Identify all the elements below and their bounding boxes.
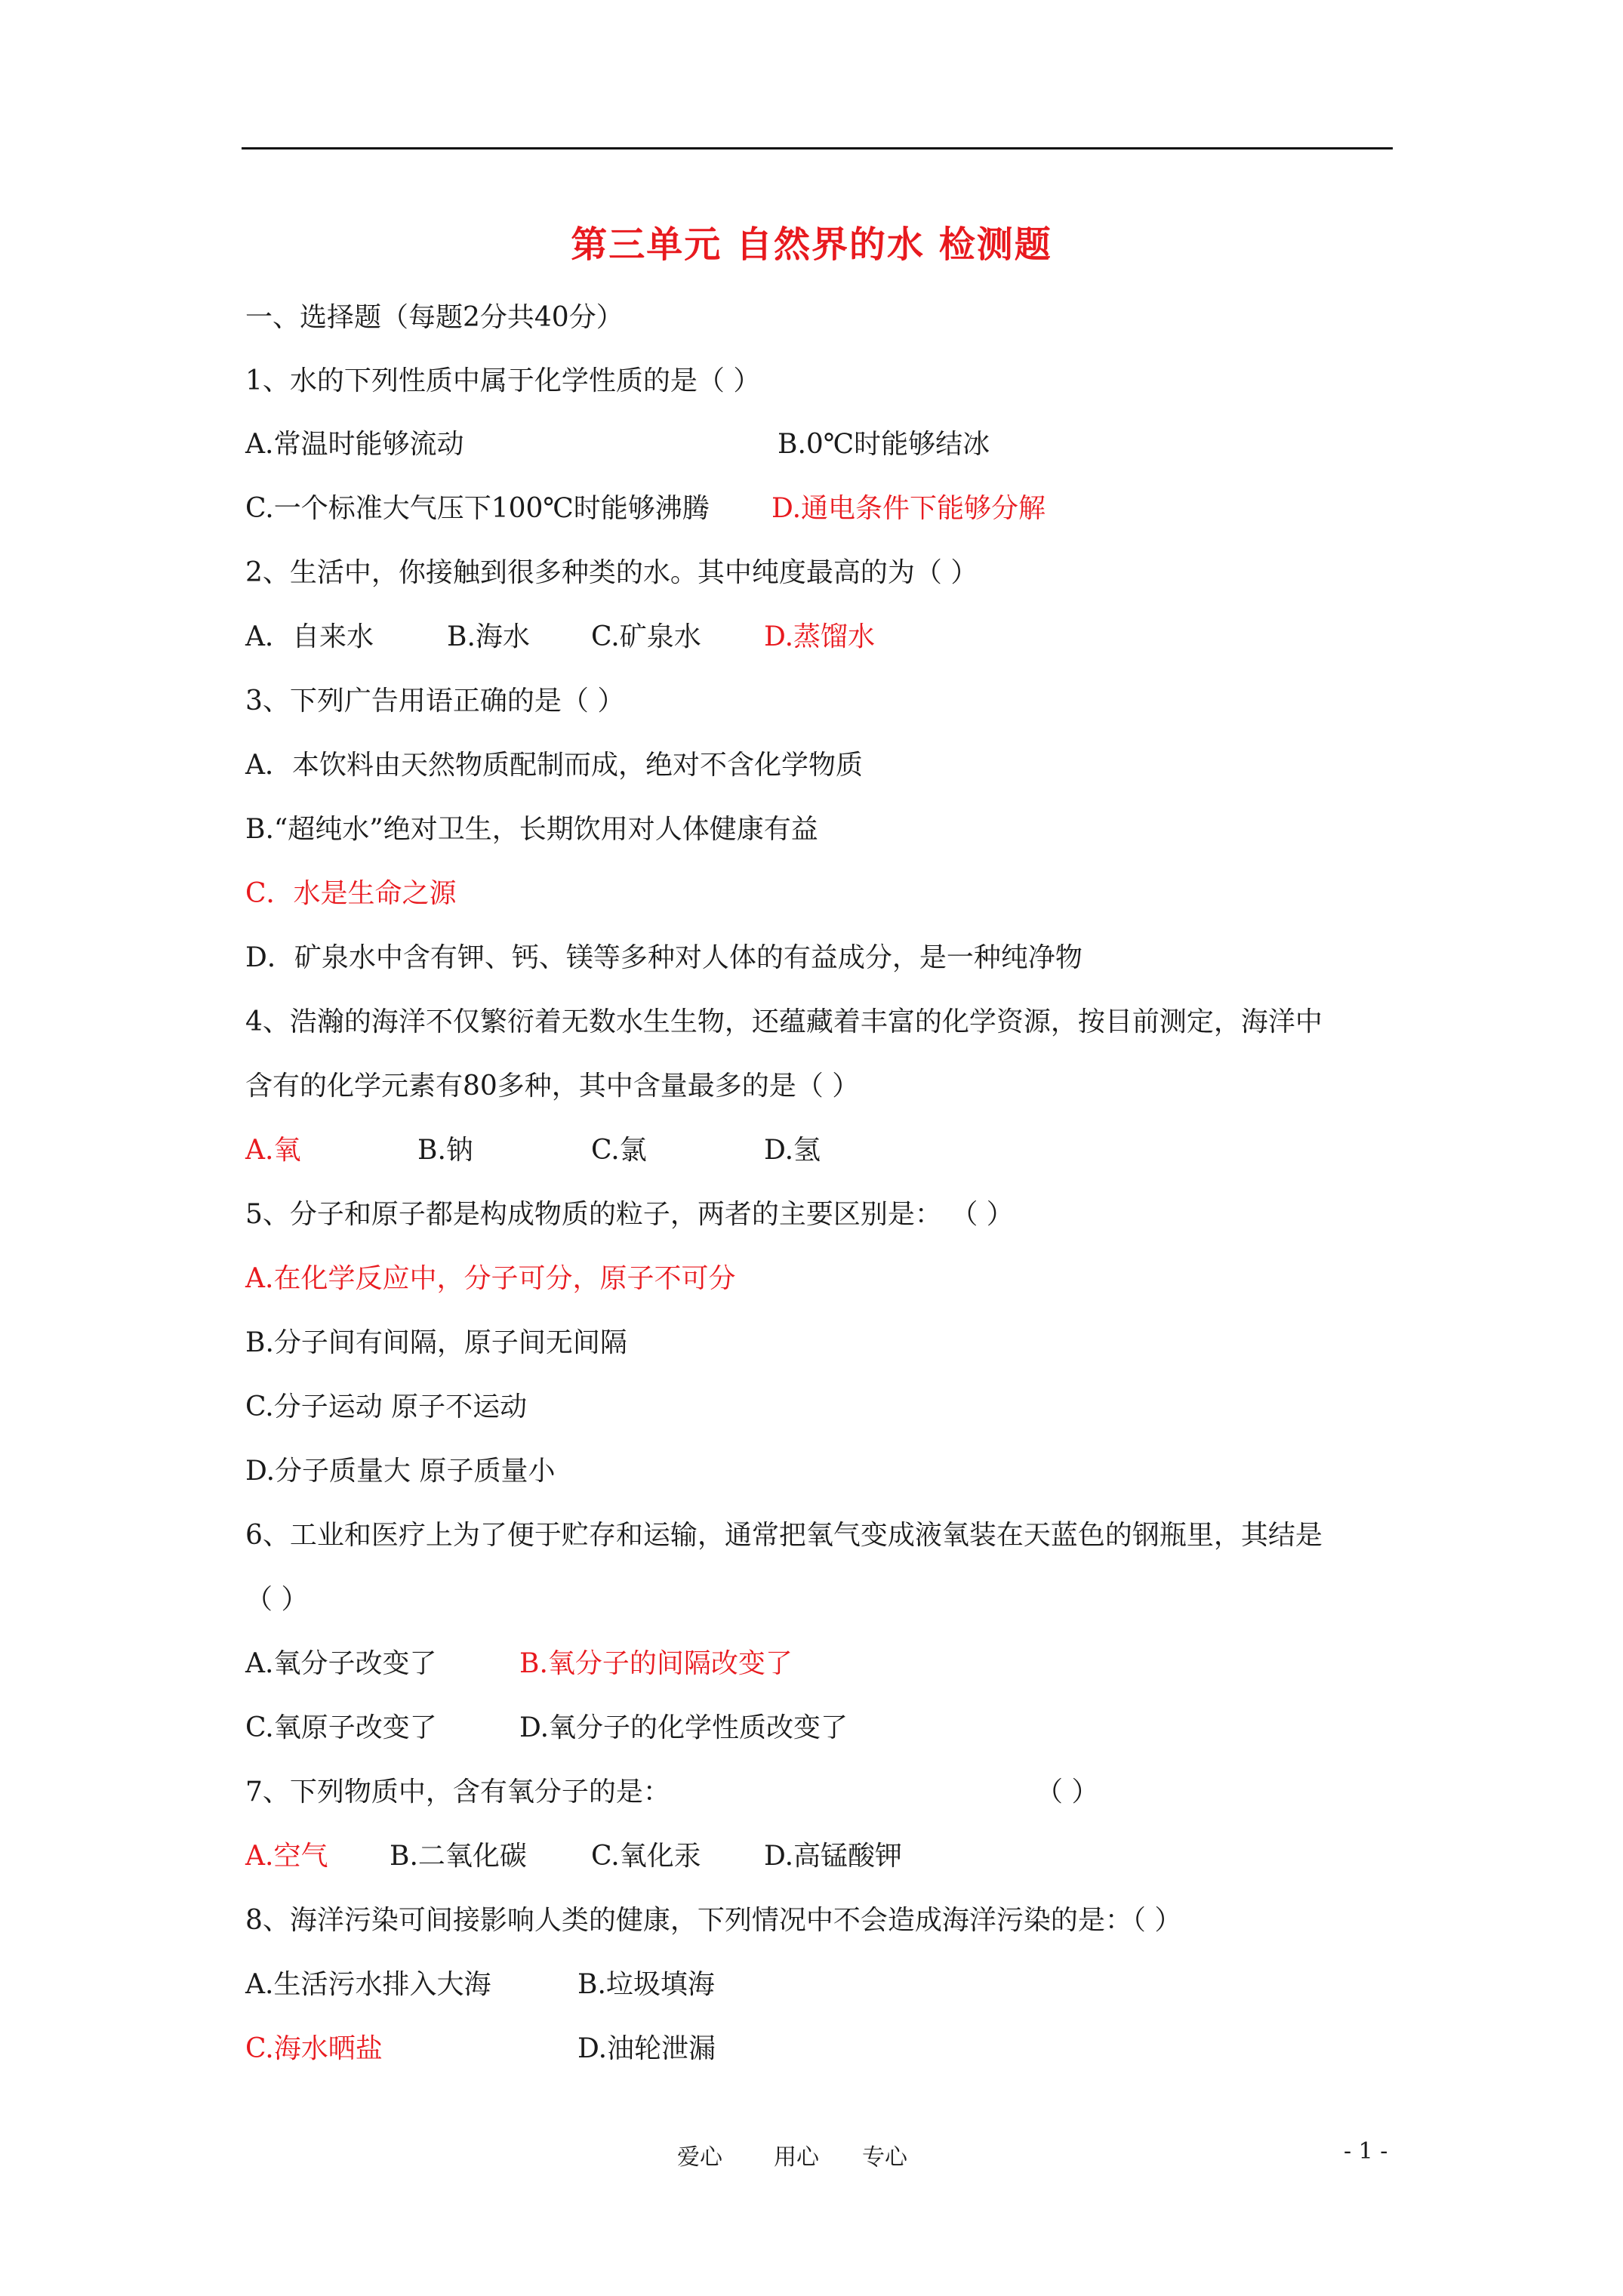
q6-stem-line1: 6、工业和医疗上为了便于贮存和运输，通常把氧气变成液氧装在天蓝色的钢瓶里，其结是 (245, 1520, 1323, 1551)
footer-text-right: 专心 (862, 2144, 907, 2171)
section-heading: 一、选择题（每题2分共40分） (245, 302, 624, 333)
q2-option-c: C.矿泉水 (591, 621, 701, 652)
q5-option-b: B.分子间有间隔，原子间无间隔 (245, 1327, 627, 1358)
q1-option-c: C.一个标准大气压下100℃时能够沸腾 (245, 493, 710, 524)
q4-stem-line1: 4、浩瀚的海洋不仅繁衍着无数水生生物，还蕴藏着丰富的化学资源，按目前测定，海洋中 (245, 1006, 1323, 1037)
q3-option-a: A．本饮料由天然物质配制而成，绝对不含化学物质 (245, 750, 863, 781)
q6-option-c: C.氧原子改变了 (245, 1712, 437, 1743)
footer-text-middle: 用心 (774, 2144, 819, 2171)
q6-option-a: A.氧分子改变了 (245, 1648, 437, 1679)
header-rule (242, 147, 1393, 149)
q7-answer-parens: （ ） (1036, 1777, 1099, 1808)
q8-option-a: A.生活污水排入大海 (245, 1969, 491, 2000)
q1-option-b: B.0℃时能够结冰 (778, 429, 990, 460)
q7-option-c: C.氧化汞 (591, 1841, 701, 1872)
q3-option-d: D．矿泉水中含有钾、钙、镁等多种对人体的有益成分，是一种纯净物 (245, 942, 1083, 973)
q1-option-d-answer: D.通电条件下能够分解 (771, 493, 1046, 524)
q5-option-d: D.分子质量大 原子质量小 (245, 1456, 556, 1487)
q3-option-c-answer: C．水是生命之源 (245, 878, 457, 909)
q5-stem: 5、分子和原子都是构成物质的粒子，两者的主要区别是： （ ） (245, 1199, 1014, 1230)
q2-stem: 2、生活中，你接触到很多种类的水。其中纯度最高的为（ ） (245, 557, 978, 588)
footer-text-left: 爱心 (677, 2144, 722, 2171)
q7-option-d: D.高锰酸钾 (764, 1841, 903, 1872)
q6-option-b-answer: B.氧分子的间隔改变了 (519, 1648, 793, 1679)
q4-option-b: B.钠 (417, 1135, 473, 1166)
q7-option-b: B.二氧化碳 (390, 1841, 527, 1872)
q5-option-c: C.分子运动 原子不运动 (245, 1391, 528, 1422)
page-title: 第三单元 自然界的水 检测题 (571, 223, 1052, 266)
q1-stem: 1、水的下列性质中属于化学性质的是（ ） (245, 365, 761, 396)
q3-stem: 3、下列广告用语正确的是（ ） (245, 686, 625, 717)
q1-option-a: A.常温时能够流动 (245, 429, 464, 460)
q8-option-d: D.油轮泄漏 (577, 2033, 716, 2064)
q5-option-a-answer: A.在化学反应中，分子可分，原子不可分 (245, 1263, 736, 1294)
q7-stem: 7、下列物质中，含有氧分子的是： (245, 1777, 670, 1808)
q2-option-d-answer: D.蒸馏水 (764, 621, 876, 652)
q8-stem: 8、海洋污染可间接影响人类的健康，下列情况中不会造成海洋污染的是：（ ） (245, 1905, 1182, 1936)
q2-option-b: B.海水 (447, 621, 530, 652)
q7-option-a-answer: A.空气 (245, 1841, 328, 1872)
q6-stem-line2: （ ） (245, 1584, 309, 1615)
q4-option-d: D.氢 (764, 1135, 821, 1166)
q4-option-c: C.氯 (591, 1135, 647, 1166)
q3-option-b: B.“超纯水”绝对卫生，长期饮用对人体健康有益 (245, 814, 818, 845)
q2-option-a: A．自来水 (245, 621, 374, 652)
q8-option-b: B.垃圾填海 (577, 1969, 715, 2000)
q8-option-c-answer: C.海水晒盐 (245, 2033, 383, 2064)
q4-stem-line2: 含有的化学元素有80多种，其中含量最多的是（ ） (245, 1071, 860, 1102)
q4-option-a-answer: A.氧 (245, 1135, 301, 1166)
page-number: - 1 - (1344, 2138, 1388, 2165)
q6-option-d: D.氧分子的化学性质改变了 (519, 1712, 848, 1743)
